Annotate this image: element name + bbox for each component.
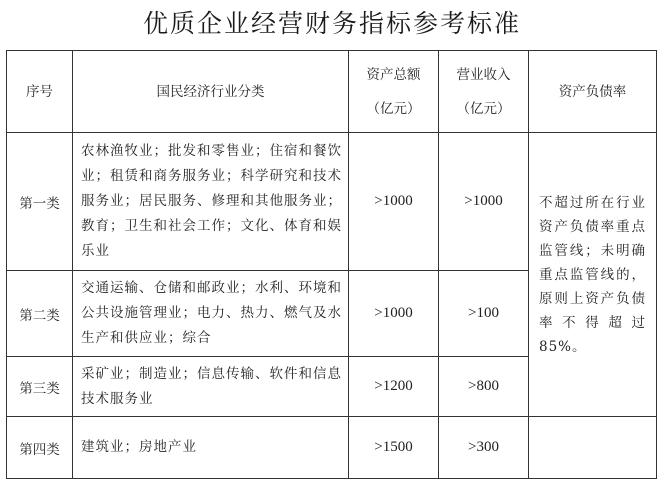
empty-cell	[529, 417, 657, 479]
row-assets: >1500	[349, 417, 439, 479]
header-industry: 国民经济行业分类	[73, 51, 349, 133]
row-revenue: >1000	[439, 133, 529, 271]
financial-standards-table	[6, 50, 657, 479]
row-assets: >1000	[349, 133, 439, 271]
header-seq: 序号	[7, 51, 73, 133]
row-revenue: >100	[439, 271, 529, 357]
header-debt-ratio: 资产负债率	[529, 51, 657, 133]
row-industry: 交通运输、仓储和邮政业；水利、环境和公共设施管理业；电力、热力、燃气及水生产和供应业；综合	[73, 271, 349, 357]
header-revenue-line1: 营业收入	[456, 66, 511, 83]
row-industry: 建筑业；房地产业	[73, 417, 349, 479]
row-assets: >1200	[349, 357, 439, 417]
header-assets-line2: （亿元）	[366, 100, 421, 117]
row-category: 第一类	[7, 133, 73, 271]
row-category: 第四类	[7, 417, 73, 479]
header-row	[7, 51, 657, 133]
table-row	[7, 417, 657, 479]
row-industry: 农林渔牧业；批发和零售业；住宿和餐饮业；租赁和商务服务业；科学研究和技术服务业；居民服务、修理和其他服务业；教育；卫生和社会工作；文化、体育和娱乐业	[73, 133, 349, 271]
page-title: 优质企业经营财务指标参考标准	[142, 9, 521, 38]
debt-ratio-note: 不超过所在行业资产负债率重点监管线；未明确重点监管线的，原则上资产负债率不得超过85%。	[529, 133, 657, 417]
row-assets: >1000	[349, 271, 439, 357]
row-revenue: >300	[439, 417, 529, 479]
header-assets-line1: 资产总额	[366, 66, 421, 83]
row-industry: 采矿业；制造业；信息传输、软件和信息技术服务业	[73, 357, 349, 417]
header-revenue	[439, 51, 529, 133]
header-revenue-line2: （亿元）	[456, 100, 511, 117]
header-assets	[349, 51, 439, 133]
row-category: 第三类	[7, 357, 73, 417]
row-category: 第二类	[7, 271, 73, 357]
table-row	[7, 133, 657, 271]
row-revenue: >800	[439, 357, 529, 417]
